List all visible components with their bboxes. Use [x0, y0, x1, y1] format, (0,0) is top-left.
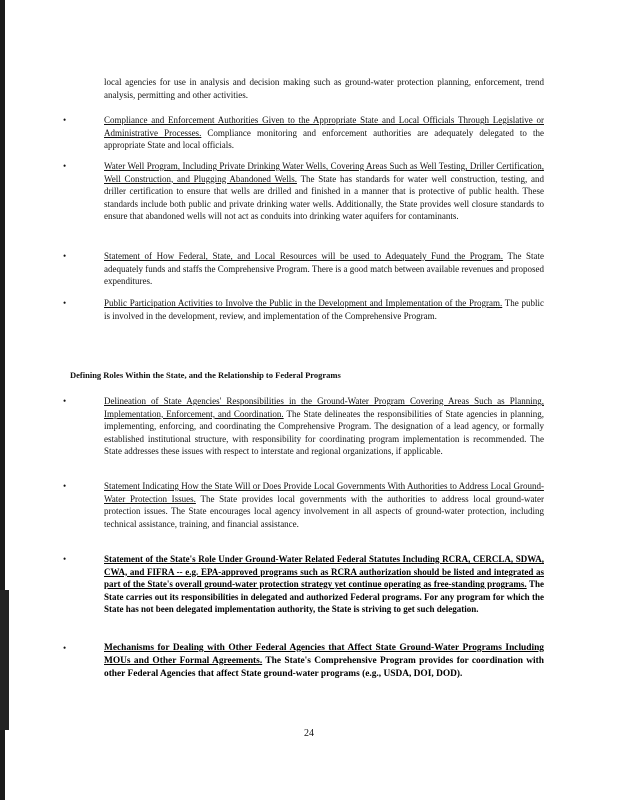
item-body: The State carries out its responsibilities in delegated and authorized Federal programs. For any program for which the State has not been delegated implementation authority, the State is striving to get such delegation. — [104, 579, 544, 615]
list-item — [104, 250, 544, 288]
item-title: Statement of the State's Role Under Ground-Water Related Federal Statutes Including RCRA, CERCLA, SDWA, CWA, and FIFRA -- e.g. EPA-approved programs such as RCRA authorization should be listed and integrated as part of the State's overall ground-water protection strategy yet continue operating as free-standing programs. — [104, 554, 544, 590]
list-item — [104, 395, 544, 458]
bullet: • — [63, 298, 67, 308]
bullet: • — [63, 161, 67, 171]
item-title: Statement Indicating How the State Will or Does Provide Local Governments With Authorities to Address Local Ground-Water Protection Issues. — [104, 481, 544, 504]
bullet: • — [63, 481, 67, 491]
item-body: The State delineates the responsibilities of State agencies in planning, implementing, enforcing, and coordinating the Comprehensive Program. The designation of a lead agency, or formally established institutional structure, with responsibility for coordinating program implementation is recommended. The State addresses these issues with respect to interstate and regional organizations, if applicable. — [104, 408, 545, 457]
bullet: • — [63, 251, 67, 261]
item-body: The State provides local governments with the authorities to address local ground-water protection issues. The State encourages local agency involvement in all aspects of ground-water protection, including technical assistance, training, and financial assistance. — [104, 493, 545, 529]
list-item — [104, 160, 544, 223]
bullet: • — [63, 115, 67, 125]
item-body: The State's Comprehensive Program provides for coordination with other Federal Agencies that affect State ground-water programs (e.g., USDA, DOI, DOD). — [104, 656, 544, 679]
item-body: Compliance monitoring and enforcement authorities are adequately delegated to the appropriate State and local officials. — [104, 127, 544, 151]
list-item — [104, 297, 544, 322]
item-title: Water Well Program, Including Private Drinking Water Wells, Covering Areas Such as Well Testing, Driller Certification, Well Construction, and Plugging Abandoned Wells. — [104, 161, 544, 184]
item-title: Delineation of State Agencies' Responsibilities in the Ground-Water Program Covering Areas Such as Planning, Implementation, Enforcement, and Coordination. — [104, 396, 544, 419]
section-heading: Defining Roles Within the State, and the Relationship to Federal Programs — [70, 370, 341, 380]
item-body: The public is involved in the development, review, and implementation of the Comprehensive Program. — [104, 298, 545, 321]
item-body: The State has standards for water well construction, testing, and driller certification to ensure that wells are drilled and finished in a manner that is protective of public health. These standards include both public and private drinking water wells. Additionally, the State provides well closure standards to ensure that abandoned wells will not act as conduits into drinking water aquifers for contaminants. — [104, 173, 545, 222]
bullet: • — [63, 643, 67, 653]
list-item — [104, 480, 544, 530]
item-title: Public Participation Activities to Involve the Public in the Development and Implementation of the Program. — [104, 298, 503, 308]
bullet: • — [63, 396, 67, 406]
page-number: 24 — [304, 728, 314, 739]
item-title: Compliance and Enforcement Authorities Given to the Appropriate State and Local Officials Through Legislative or Administrative Processes. — [104, 115, 544, 138]
item-title: Mechanisms for Dealing with Other Federal Agencies that Affect State Ground-Water Programs Including MOUs and Other Formal Agreements. — [104, 643, 544, 666]
list-item — [104, 553, 544, 616]
list-item — [104, 642, 544, 681]
list-item — [104, 114, 544, 152]
bullet: • — [63, 554, 67, 564]
item-body: The State adequately funds and staffs the Comprehensive Program. There is a good match between available revenues and proposed expenditures. — [104, 251, 544, 287]
continuation-paragraph: local agencies for use in analysis and decision making such as ground-water protection planning, enforcement, trend analysis, permitting and other activities. — [104, 77, 544, 100]
item-title: Statement of How Federal, State, and Local Resources will be used to Adequately Fund the Program. — [104, 251, 504, 261]
